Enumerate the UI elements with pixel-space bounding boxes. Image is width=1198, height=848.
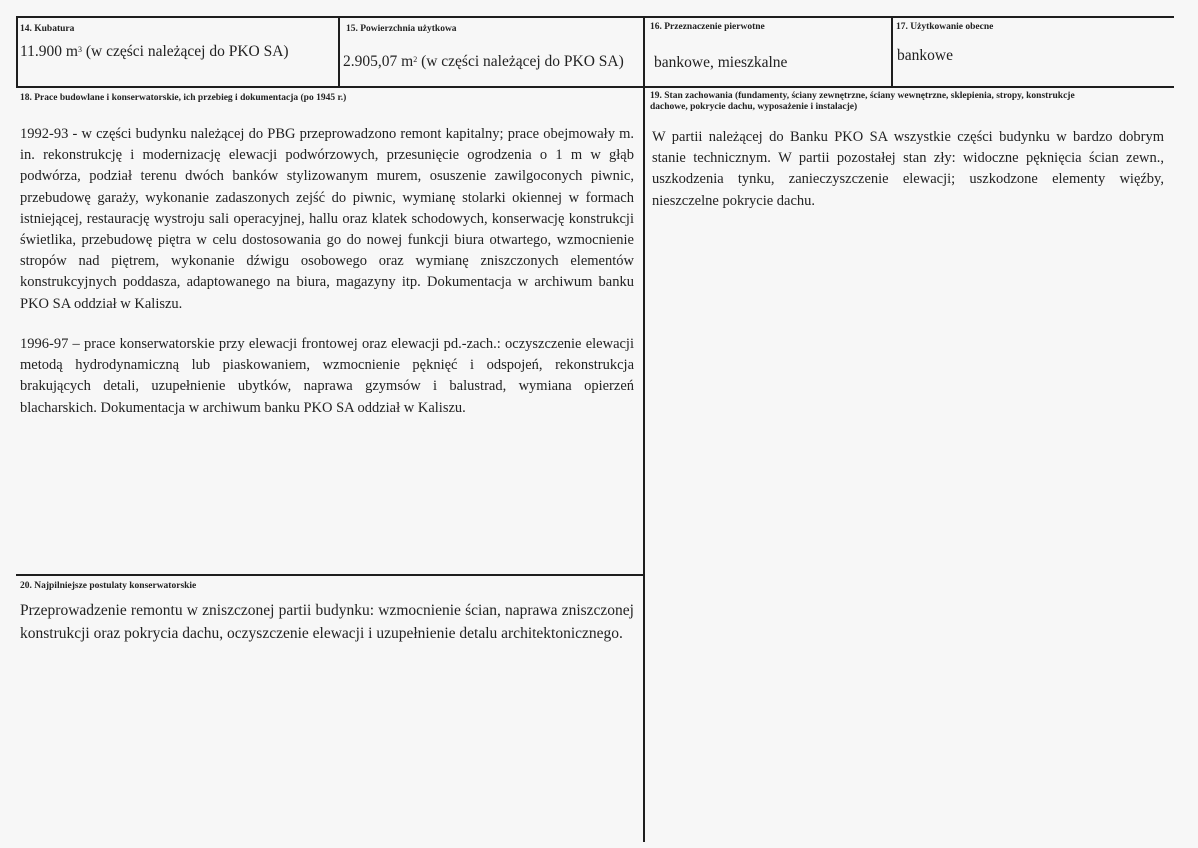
field-19-text: W partii należącej do Banku PKO SA wszystkie części budynku w bardzo dobrym stanie technicznym. W partii pozostałej stan zły: widoczne pęknięcia ścian zewn., uszkodzenia tynku, zanieczyszczenie elewacji; uszkodzone elementy więźby, nieszczelne pokrycie dachu. [652, 129, 1164, 209]
field-15-value-sup: 2 [413, 55, 418, 64]
field-16-value: bankowe, mieszkalne [654, 54, 788, 71]
field-14-value-main: 11.900 m [20, 43, 78, 60]
grid-line-col14-15 [338, 16, 340, 86]
field-14-label: 14. Kubatura [20, 24, 75, 34]
field-19-label-line-1: 19. Stan zachowania (fundamenty, ściany zewnętrzne, ściany wewnętrzne, sklepienia, stropy, konstrukcje [650, 91, 1075, 101]
field-16-label: 16. Przeznaczenie pierwotne [650, 22, 765, 32]
grid-line-section20-top [16, 574, 644, 576]
grid-line-top [16, 16, 1174, 18]
grid-line-row1-bottom [16, 86, 1174, 88]
field-20-text: Przeprowadzenie remontu w zniszczonej partii budynku: wzmocnienie ścian, naprawa zniszczonej konstrukcji oraz pokrycia dachu, oczyszczenie elewacji i uzupełnienie detalu architektonicznego. [20, 602, 634, 642]
field-18-paragraph-2: 1996-97 – prace konserwatorskie przy elewacji frontowej oraz elewacji pd.-zach.: oczyszczenie elewacji metodą hydrodynamiczną lub piaskowaniem, wzmocnienie pęknięć i odspojeń, rekonstrukcja brakujących detali, uzupełnienie ubytków, naprawa gzymsów i balustrad, wymiana opierzeń blacharskich. Dokumentacja w archiwum banku PKO SA oddział w Kaliszu. [20, 336, 634, 416]
field-15-label: 15. Powierzchnia użytkowa [346, 24, 457, 34]
grid-line-center [643, 86, 645, 842]
field-14-value [20, 42, 289, 61]
field-15-value-rest: (w części należącej do PKO SA) [417, 53, 624, 70]
grid-line-col15-16 [643, 16, 645, 86]
field-17-value: bankowe [897, 47, 953, 64]
grid-line-col16-17 [891, 16, 893, 86]
field-18-paragraph-1: 1992-93 - w części budynku należącej do PBG przeprowadzono remont kapitalny; prace obejmowały m. in. rekonstrukcję i modernizację elewacji podwórzowych, przesunięcie ogrodzenia o 1 m w głąb podwórza, podział terenu dwóch banków stylizowanym murem, osuszenie zawilgoconych piwnic, przebudowę garaży, wykonanie zadaszonych zejść do piwnic, wymianę stolarki okiennej w formach istniejącej, restaurację wystroju sali operacyjnej, hallu oraz klatek schodowych, konserwację konstrukcji świetlika, przebudowę piętra w celu dostosowania go do nowej funkcji biura otwartego, wzmocnienie stropów nad piętrem, wykonanie dźwigu osobowego oraz wymianę zniszczonych elementów konstrukcyjnych poddasza, adaptowanego na biura, magazyny itp. Dokumentacja w archiwum banku PKO SA oddział w Kaliszu. [20, 126, 634, 312]
field-18-label: 18. Prace budowlane i konserwatorskie, ich przebieg i dokumentacja (po 1945 r.) [20, 93, 347, 103]
field-17-label: 17. Użytkowanie obecne [896, 22, 994, 32]
field-19-label-line-2: dachowe, pokrycie dachu, wyposażenie i instalacje) [650, 102, 858, 112]
field-14-value-rest: (w części należącej do PKO SA) [81, 43, 289, 60]
grid-line-left [16, 16, 18, 86]
field-14-value-sup: 3 [77, 45, 82, 54]
field-20-label: 20. Najpilniejsze postulaty konserwatorskie [20, 581, 197, 591]
field-15-value-main: 2.905,07 m [343, 53, 414, 70]
field-15-value [343, 52, 624, 71]
